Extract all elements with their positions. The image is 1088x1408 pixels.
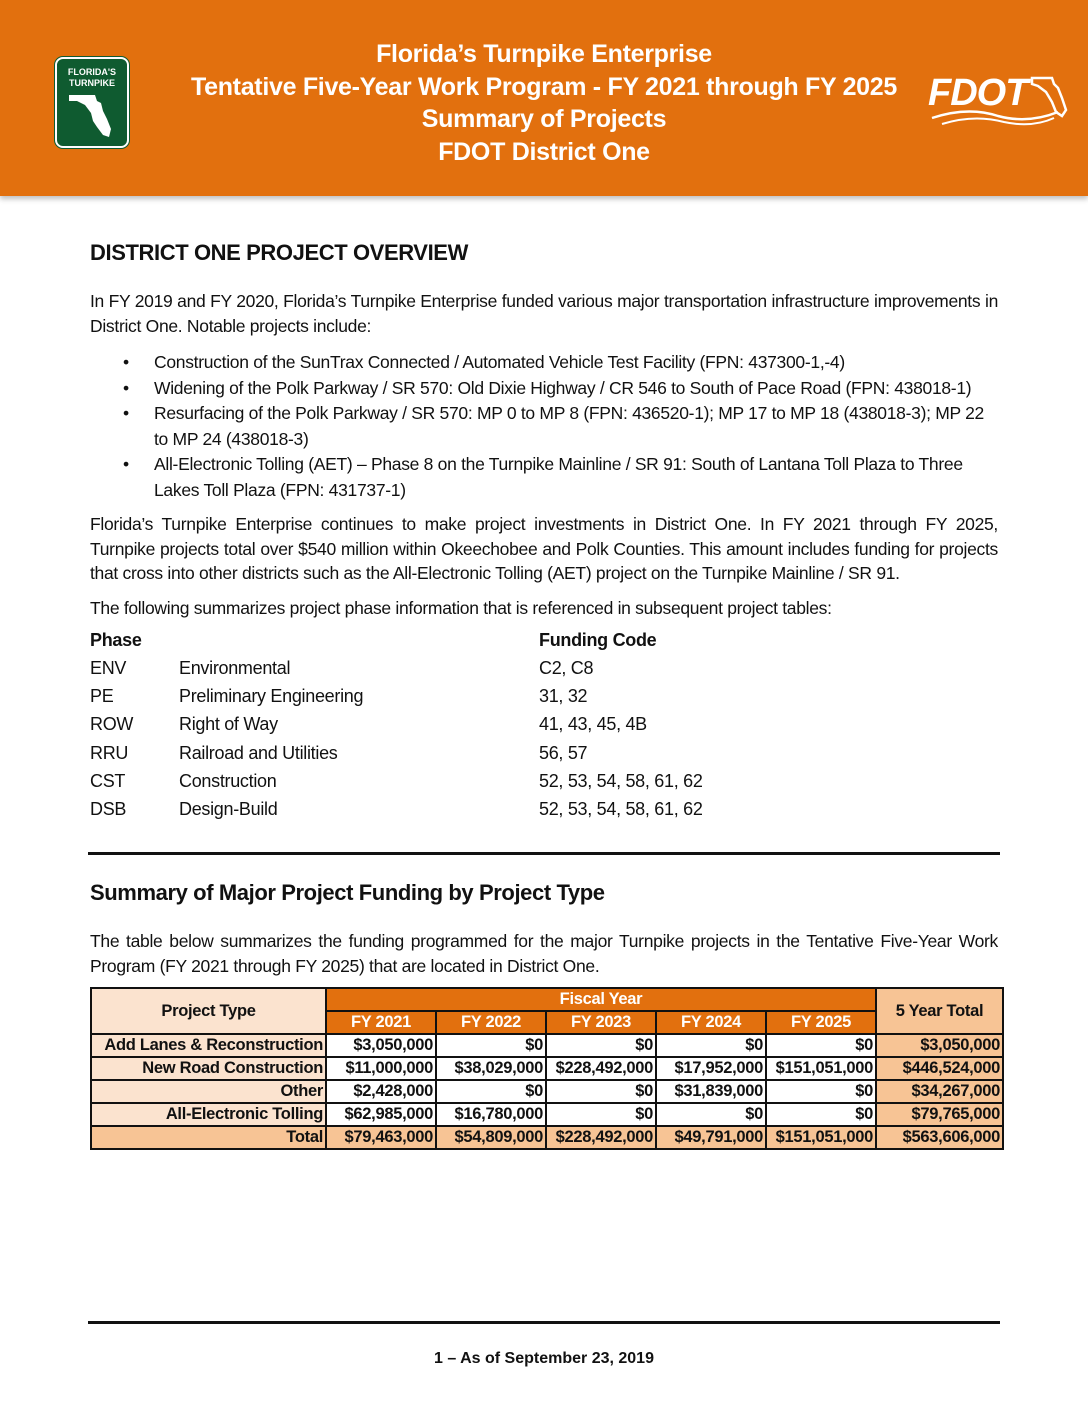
bullet-icon: • [123,454,129,474]
bullet-icon: • [123,352,129,372]
year-header: FY 2023 [546,1011,656,1034]
funding-code-column-header: Funding Code [539,630,657,650]
header-line-4: FDOT District One [438,137,650,166]
investment-paragraph: Florida’s Turnpike Enterprise continues to make project investments in District One. In FY 2021 through FY 2025, Turnpike projects total over $540 million within Okeechobee and Polk Counties. This amount includes funding for projects that cross into other districts such as the All-Electronic Tolling (AET) project on the Turnpike Mainline / SR 91. [90,514,998,583]
fdot-wordmark: FDOT [928,72,1028,114]
turnpike-logo-text: FLORIDA'S TURNPIKE [67,67,117,88]
section-divider [88,852,1000,855]
header-line-2: Tentative Five-Year Work Program - FY 2021 through FY 2025 [190,72,897,101]
overview-heading: DISTRICT ONE PROJECT OVERVIEW [90,240,468,265]
year-header: FY 2025 [766,1011,876,1034]
table-row: New Road Construction $11,000,000 $38,029,000 $228,492,000 $17,952,000 $151,051,000 $446,524,000 [91,1057,1003,1080]
florida-turnpike-logo [55,57,129,148]
header-line-3: Summary of Projects [421,105,667,133]
fiscal-year-header: Fiscal Year [326,988,876,1011]
summary-heading: Summary of Major Project Funding by Project Type [90,880,605,905]
fdot-logo [928,68,1068,128]
overview-intro: In FY 2019 and FY 2020, Florida’s Turnpike Enterprise funded various major transportation infrastructure improvements in District One. Notable projects include: [90,291,998,336]
total-row: Total $79,463,000 $54,809,000 $228,492,000 $49,791,000 $151,051,000 $563,606,000 [91,1126,1003,1149]
table-row: Other $2,428,000 $0 $0 $31,839,000 $0 $34,267,000 [91,1080,1003,1103]
year-header: FY 2021 [326,1011,436,1034]
list-item: • Resurfacing of the Polk Parkway / SR 570: MP 0 to MP 8 (FPN: 436520-1); MP 17 to MP 18 (438018-3); MP 22 to MP 24 (438018-3) [123,403,984,449]
phase-intro: The following summarizes project phase information that is referenced in subsequent project tables: [90,598,832,618]
year-header: FY 2022 [436,1011,546,1034]
phase-column-header: Phase [90,630,142,650]
header-line-1: Florida’s Turnpike Enterprise [376,40,712,68]
notable-projects-list [90,350,998,503]
page-footer: 1 – As of September 23, 2019 [434,1350,654,1367]
funding-table [90,987,1004,1150]
table-row: Add Lanes & Reconstruction $3,050,000 $0 $0 $0 $0 $3,050,000 [91,1034,1003,1057]
page-header [0,0,1088,196]
project-type-header: Project Type [91,988,326,1034]
florida-map-icon [67,91,117,141]
bullet-icon: • [123,403,129,423]
header-title [150,38,938,168]
summary-intro: The table below summarizes the funding programmed for the major Turnpike projects in the Tentative Five-Year Work Program (FY 2021 through FY 2025) that are located in District One. [90,931,998,976]
year-header: FY 2024 [656,1011,766,1034]
five-year-total-header: 5 Year Total [876,988,1003,1034]
list-item: • Widening of the Polk Parkway / SR 570: Old Dixie Highway / CR 546 to South of Pace Road (FPN: 438018-1) [90,376,998,402]
footer-divider [88,1321,1000,1324]
list-item: • All-Electronic Tolling (AET) – Phase 8 on the Turnpike Mainline / SR 91: South of Lantana Toll Plaza to Three Lakes Toll Plaza (FPN: 431737-1) [123,454,963,500]
list-item: • Construction of the SunTrax Connected / Automated Vehicle Test Facility (FPN: 437300-1,-4) [90,350,998,376]
bullet-icon: • [123,377,129,398]
table-row: All-Electronic Tolling $62,985,000 $16,780,000 $0 $0 $0 $79,765,000 [91,1103,1003,1126]
